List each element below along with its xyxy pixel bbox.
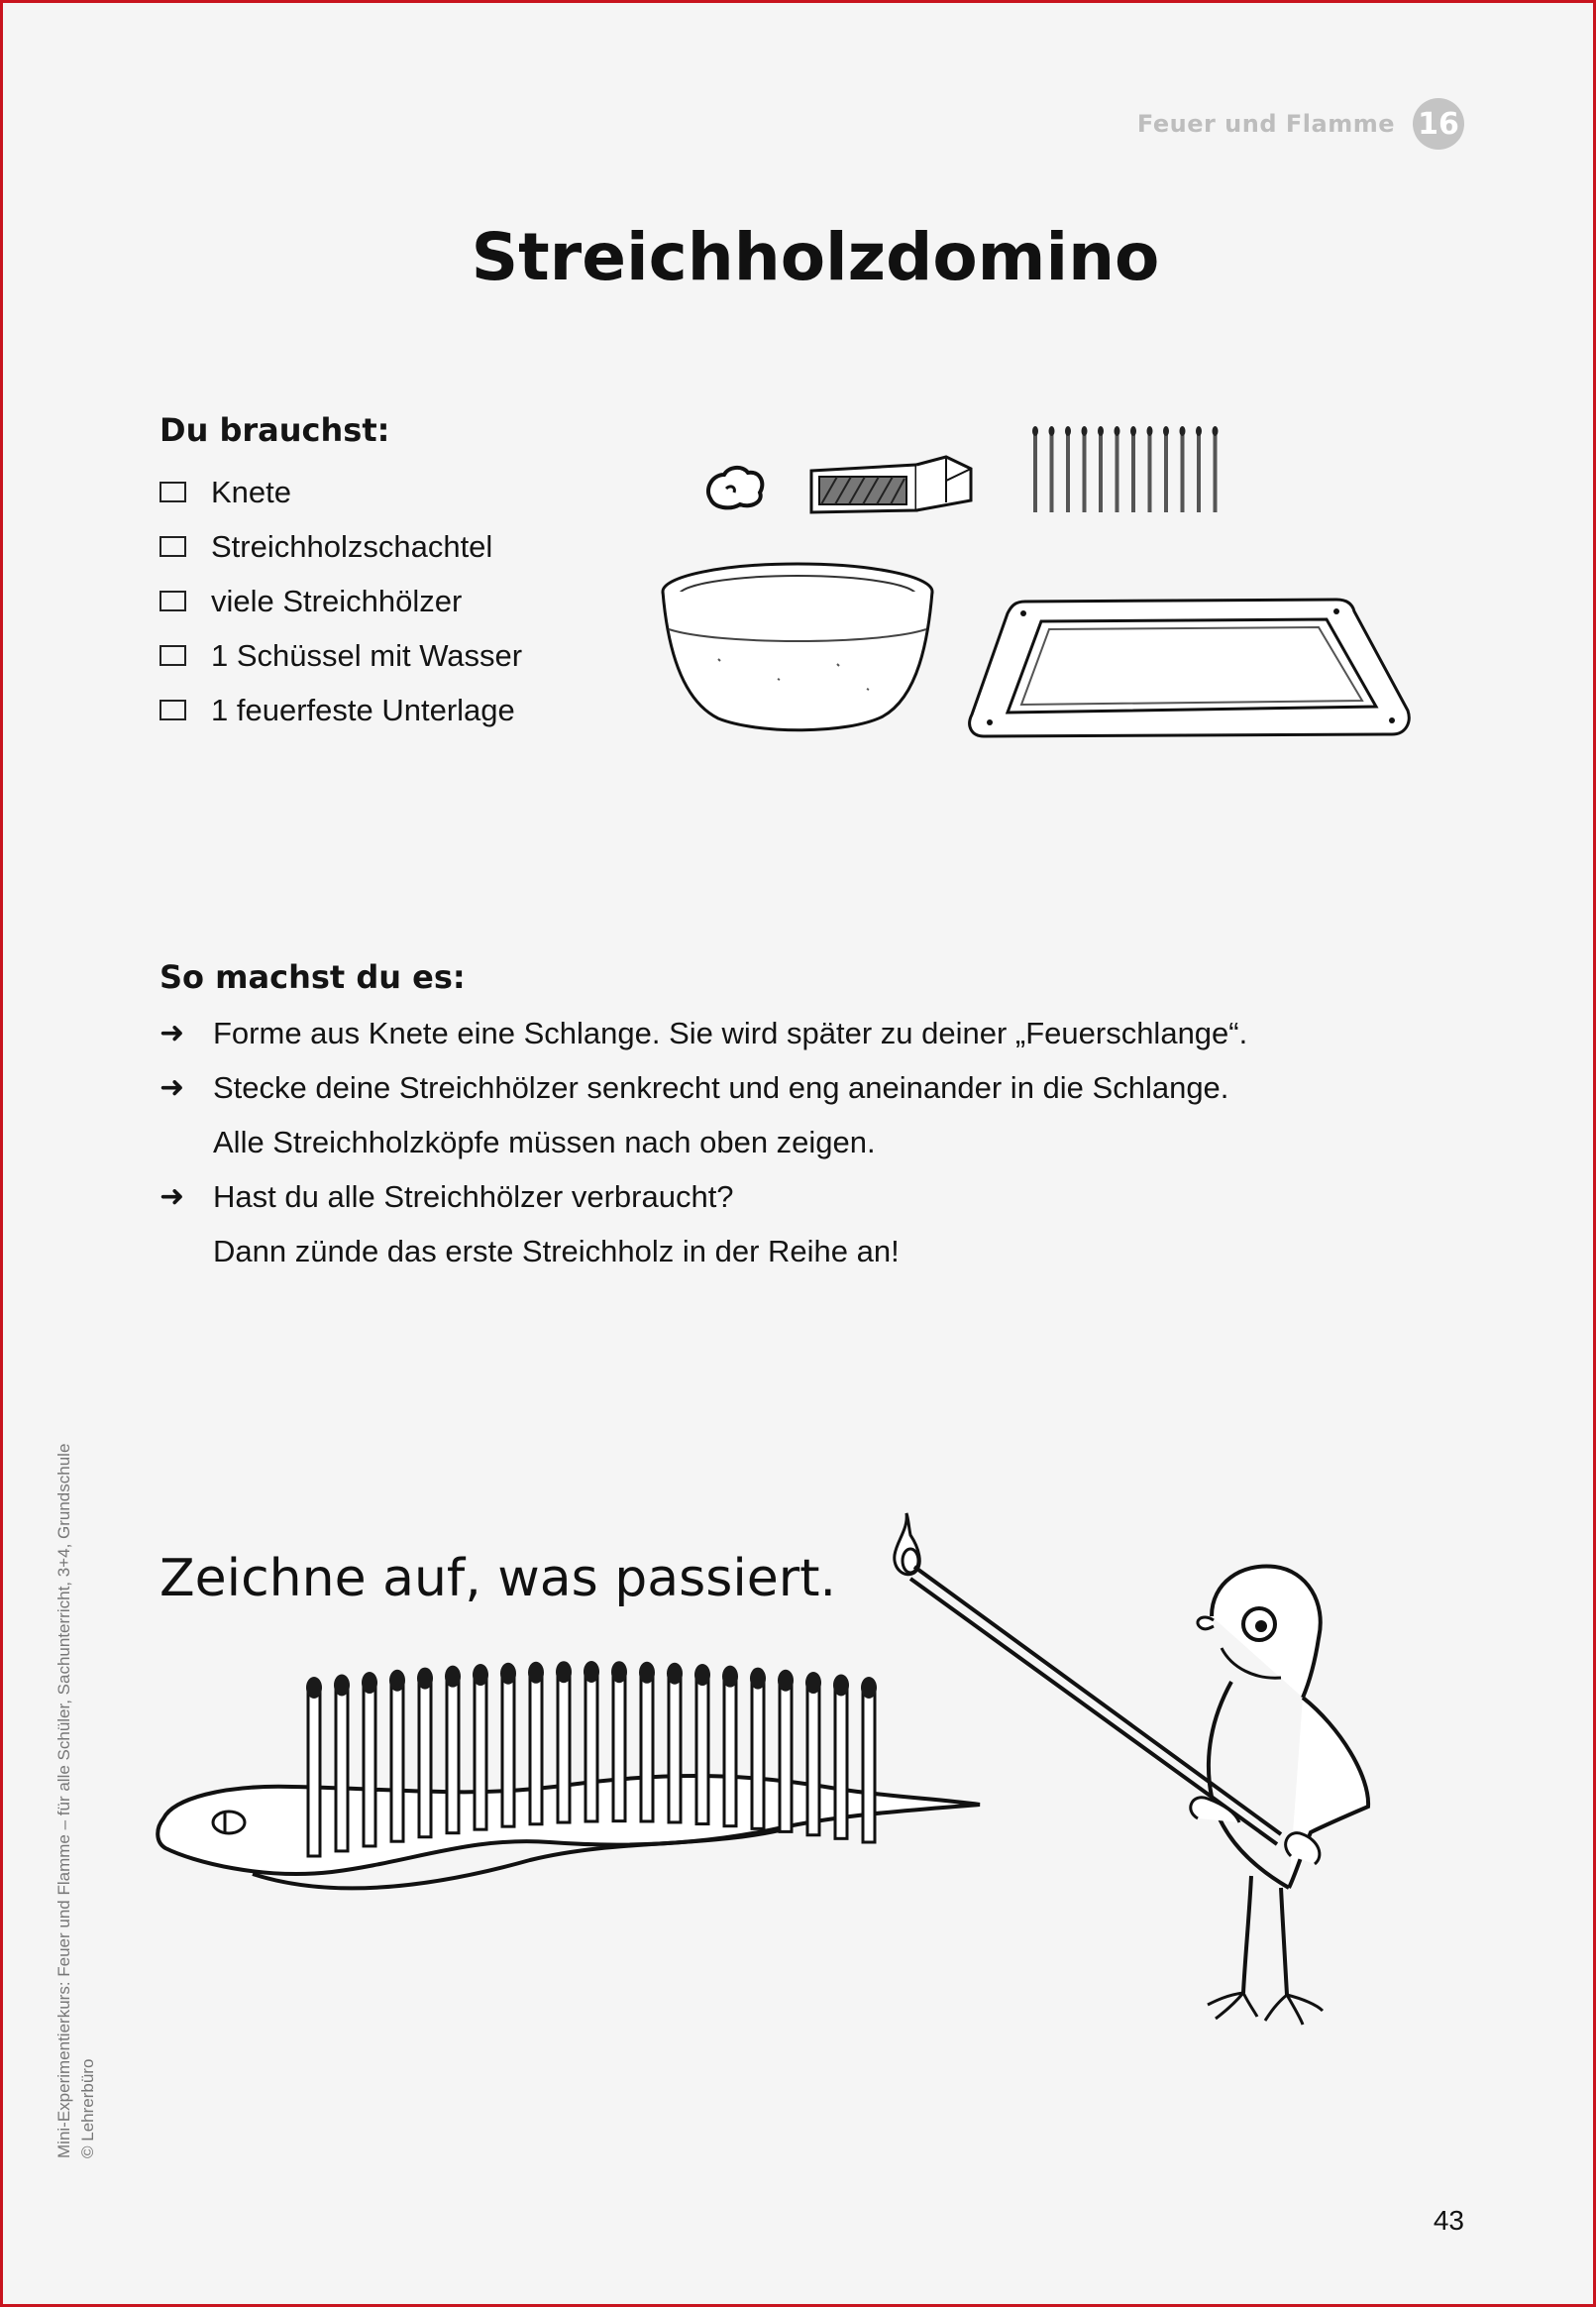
- page-number: 43: [1433, 2205, 1464, 2236]
- match-stick: [863, 1692, 875, 1842]
- checklist-item: [160, 519, 522, 574]
- checklist-label: Streichholzschachtel: [211, 528, 493, 564]
- match-head: [1098, 426, 1104, 436]
- match-snake-illustration: [154, 1650, 996, 1908]
- match-head: [1082, 426, 1088, 436]
- section-title: Feuer und Flamme: [1136, 110, 1395, 138]
- match-head: [1213, 426, 1219, 436]
- match-head: [1049, 426, 1055, 436]
- matches-illustration: [1027, 419, 1235, 518]
- match-head: [667, 1663, 683, 1685]
- match-stick: [391, 1685, 403, 1841]
- instruction-text: Forme aus Knete eine Schlange. Sie wird später zu deiner „Feuerschlange“.: [213, 1016, 1248, 1050]
- checkbox[interactable]: [160, 645, 186, 666]
- match-stick: [502, 1678, 514, 1826]
- instruction-step: [160, 1169, 1247, 1278]
- checklist-item: [160, 683, 522, 737]
- checkbox[interactable]: [160, 536, 186, 557]
- checklist-item: [160, 465, 522, 519]
- arrow-icon: ➜: [160, 1070, 185, 1105]
- match-head: [389, 1670, 405, 1692]
- match-head: [805, 1672, 821, 1694]
- bird-with-burning-match-illustration: [875, 1499, 1489, 2074]
- match-head: [1147, 426, 1153, 436]
- match-head: [833, 1674, 849, 1696]
- match-stick: [419, 1683, 431, 1837]
- match-head: [417, 1668, 433, 1690]
- match-head: [722, 1666, 738, 1688]
- match-stick: [696, 1679, 708, 1823]
- match-head: [334, 1674, 350, 1696]
- checklist-label: Knete: [211, 474, 292, 509]
- match-head: [362, 1672, 377, 1694]
- match-stick: [364, 1687, 375, 1846]
- match-head: [1180, 426, 1186, 436]
- match-head: [528, 1662, 544, 1684]
- match-head: [1065, 426, 1071, 436]
- match-stick: [780, 1685, 792, 1832]
- instructions-heading: So machst du es:: [160, 958, 466, 996]
- match-stick: [641, 1677, 653, 1821]
- page-header: [1137, 98, 1464, 150]
- match-stick: [336, 1689, 348, 1850]
- instructions-list: [160, 1006, 1247, 1278]
- match-head: [778, 1670, 794, 1692]
- match-head: [750, 1668, 766, 1690]
- match-stick: [308, 1692, 320, 1856]
- match-stick: [752, 1683, 764, 1829]
- instruction-text: Hast du alle Streichhölzer verbraucht?: [213, 1179, 734, 1214]
- match-head: [445, 1666, 461, 1688]
- match-head: [473, 1664, 488, 1686]
- checklist-label: viele Streichhölzer: [211, 583, 463, 618]
- match-head: [556, 1661, 572, 1683]
- match-stick: [724, 1681, 736, 1826]
- match-stick: [585, 1676, 597, 1821]
- instruction-step: [160, 1006, 1247, 1060]
- match-stick: [835, 1689, 847, 1838]
- match-stick: [669, 1678, 681, 1822]
- section-number-badge: 16: [1413, 98, 1464, 150]
- instruction-text: Alle Streichholzköpfe müssen nach oben zeigen.: [213, 1125, 876, 1159]
- match-stick: [613, 1676, 625, 1820]
- credit-line: Mini-Experimentierkurs: Feuer und Flamme – für alle Schüler, Sachunterricht, 3+4, Grundschule: [54, 1443, 73, 2158]
- match-head: [1196, 426, 1202, 436]
- match-head: [1130, 426, 1136, 436]
- page-title: Streichholzdomino: [471, 219, 1160, 295]
- match-stick: [475, 1679, 486, 1829]
- match-head: [1115, 426, 1120, 436]
- match-head: [639, 1662, 655, 1684]
- clay-lump-illustration: [702, 461, 772, 510]
- arrow-icon: ➜: [160, 1016, 185, 1050]
- checklist-item: [160, 628, 522, 683]
- drawing-prompt: Zeichne auf, was passiert.: [160, 1549, 837, 1608]
- arrow-icon: ➜: [160, 1179, 185, 1214]
- checkbox[interactable]: [160, 591, 186, 611]
- water-bowl-illustration: [659, 560, 936, 733]
- matchbox-illustration: [807, 451, 976, 515]
- match-head: [1032, 426, 1038, 436]
- checkbox[interactable]: [160, 482, 186, 502]
- instruction-text: Stecke deine Streichhölzer senkrecht und eng aneinander in die Schlange.: [213, 1070, 1229, 1105]
- match-head: [1163, 426, 1169, 436]
- instruction-step: [160, 1060, 1247, 1169]
- fireproof-tray-illustration: [968, 590, 1414, 743]
- checkbox[interactable]: [160, 700, 186, 720]
- match-head: [584, 1661, 599, 1683]
- match-head: [500, 1663, 516, 1685]
- publisher-credit: [53, 1444, 100, 2158]
- copyright-line: © Lehrerbüro: [78, 2058, 97, 2158]
- match-stick: [807, 1687, 819, 1835]
- checklist-label: 1 feuerfeste Unterlage: [211, 692, 515, 727]
- match-head: [306, 1677, 322, 1699]
- checklist-item: [160, 574, 522, 628]
- checklist-label: 1 Schüssel mit Wasser: [211, 637, 523, 673]
- materials-heading: Du brauchst:: [160, 411, 390, 449]
- match-stick: [447, 1681, 459, 1833]
- match-head: [694, 1664, 710, 1686]
- match-stick: [530, 1677, 542, 1824]
- match-stick: [558, 1676, 570, 1822]
- instruction-text: Dann zünde das erste Streichholz in der Reihe an!: [213, 1234, 900, 1268]
- materials-checklist: [160, 465, 522, 737]
- match-head: [611, 1661, 627, 1683]
